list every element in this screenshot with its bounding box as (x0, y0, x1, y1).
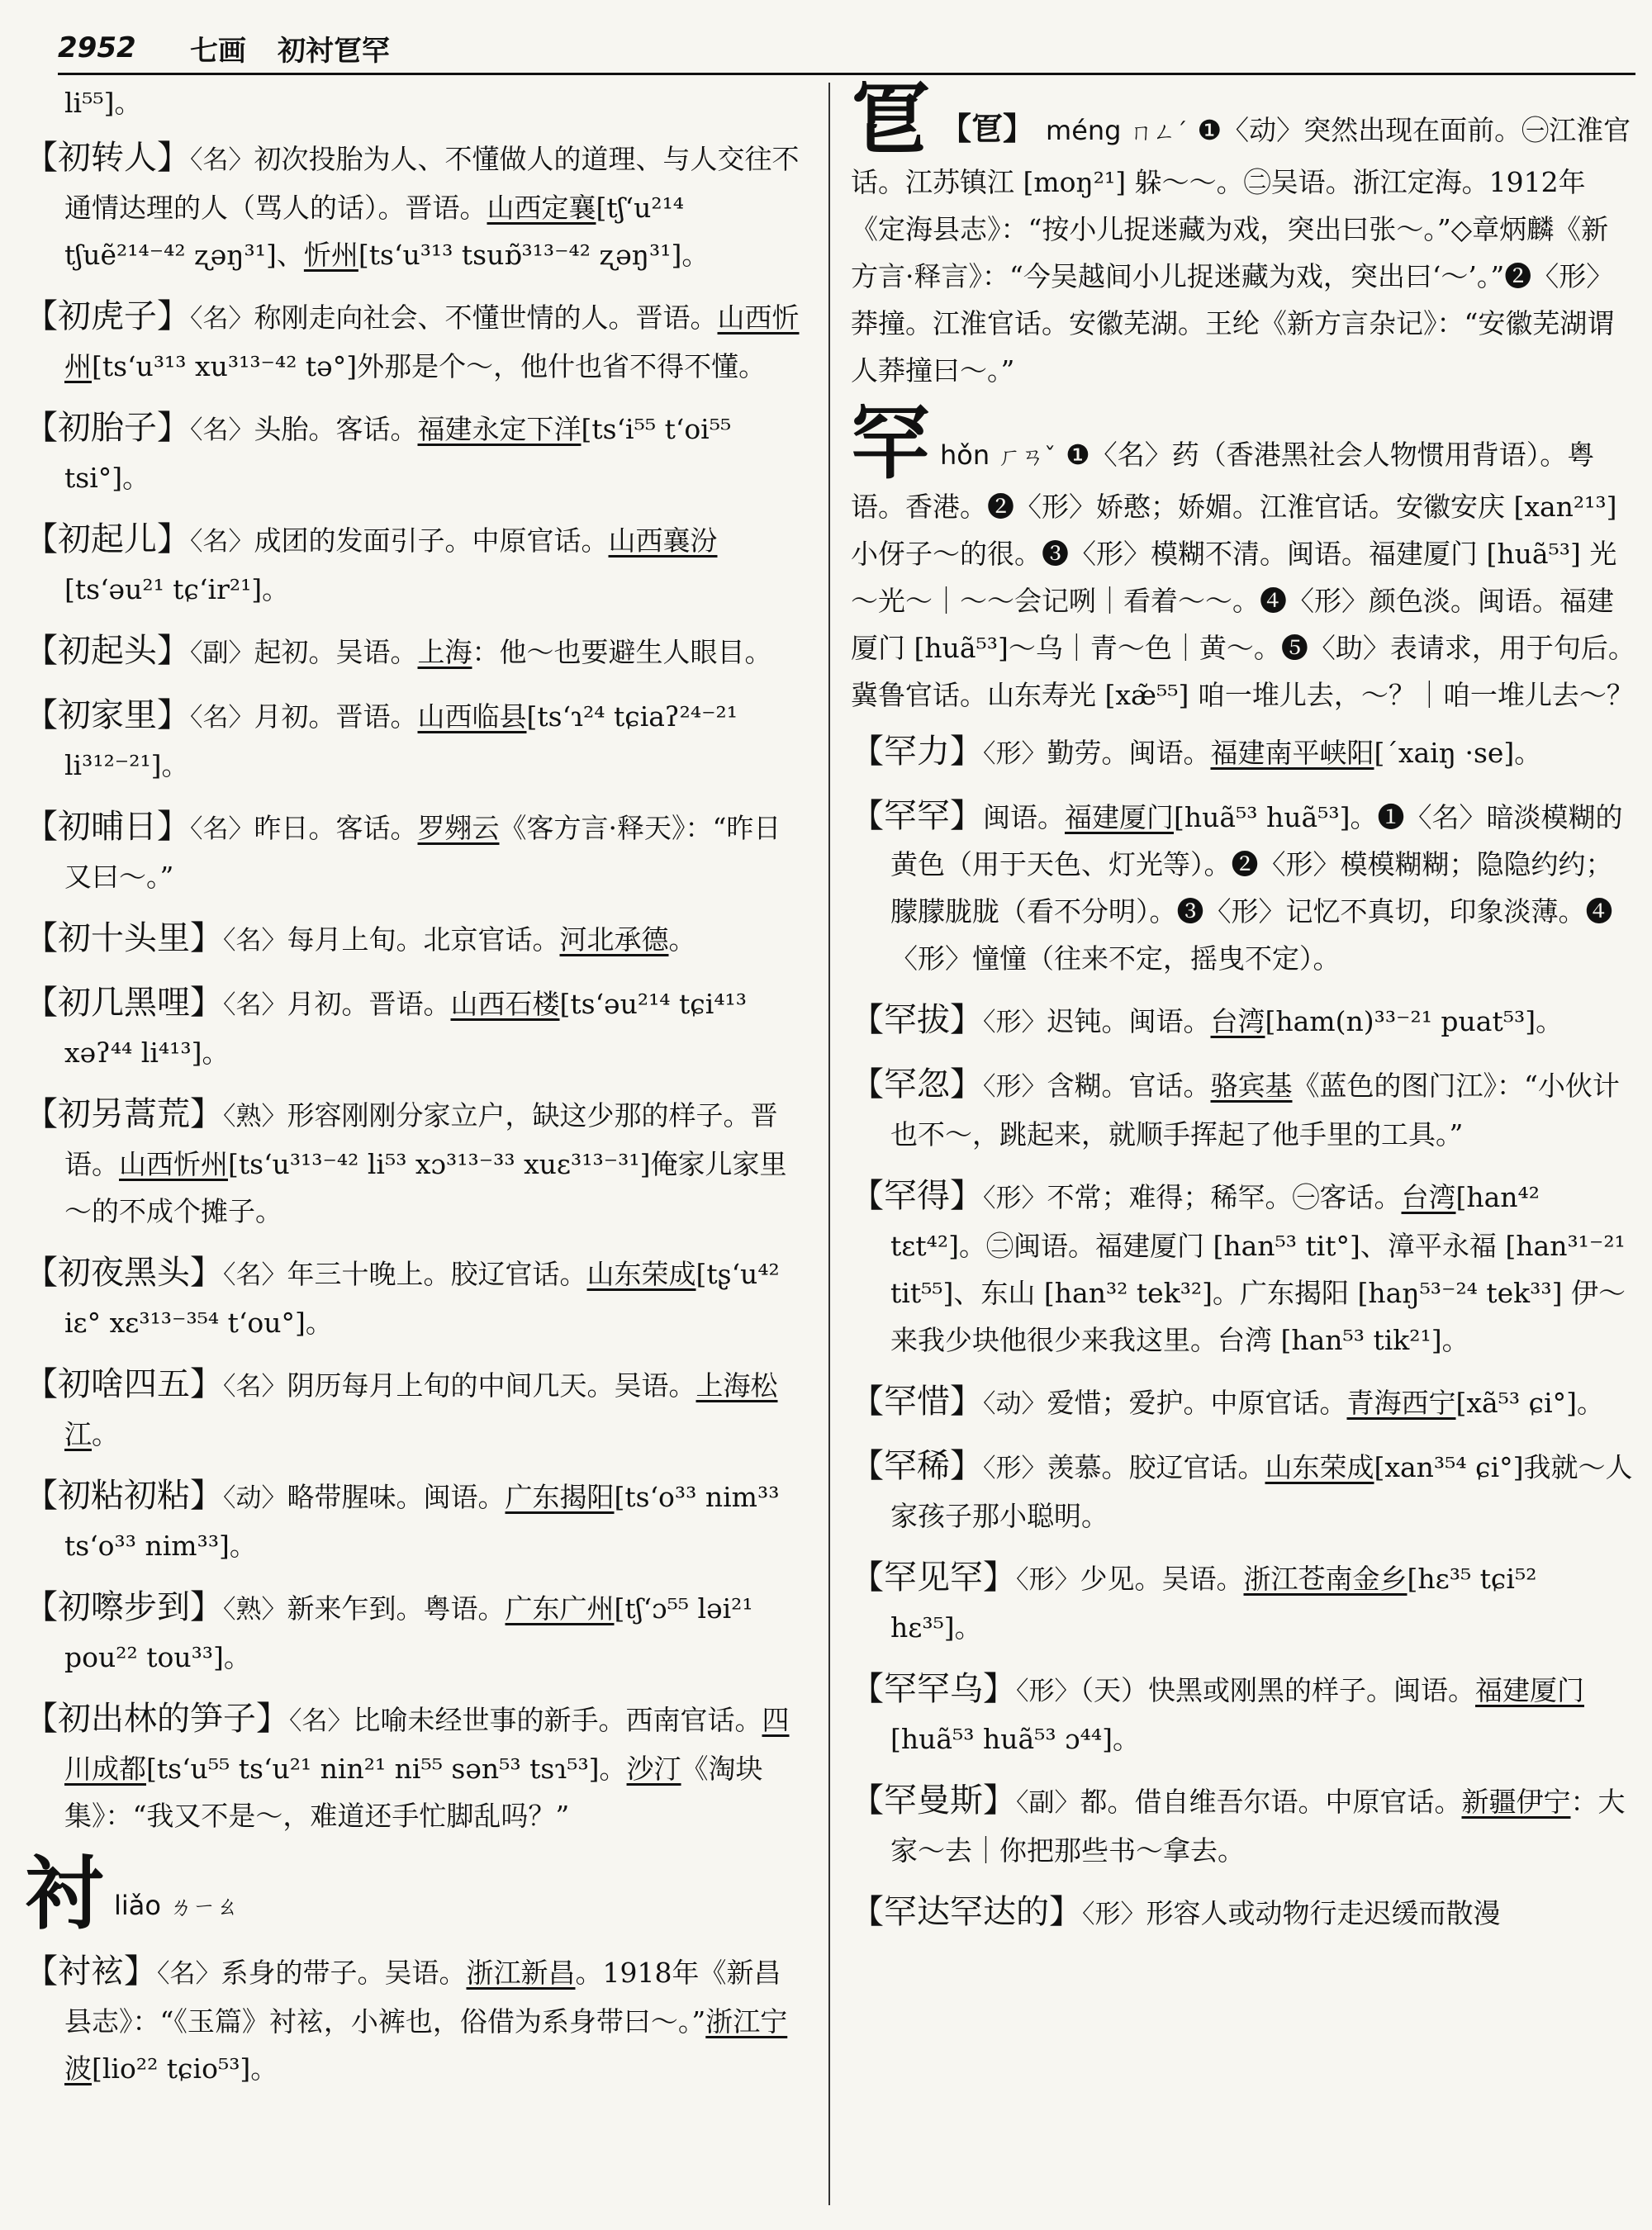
dictionary-entry: 【罕曼斯】〈副〉都。借自维吾尔语。中原官话。新疆伊宁：大家～去｜你把那些书～拿去。 (851, 1782, 1626, 1867)
dictionary-entry: 【罕罕】闽语。福建厦门[huã⁵³ huã⁵³]。❶〈名〉暗淡模糊的黄色（用于天色、灯光等）。❷〈形〉模模糊糊；隐隐约约；朦朦胧胧（看不分明）。❸〈形〉记忆不真切，印象淡薄。❹〈形〉憧憧（往来不定，摇曳不定）。 (851, 797, 1623, 975)
pinyin: hǒn (940, 439, 990, 471)
dictionary-entry: 【罕罕乌】〈形〉（天）快黑或刚黑的样子。闽语。福建厦门[huã⁵³ huã⁵³ ɔ⁴⁴]。 (851, 1670, 1584, 1755)
dictionary-entry: 【罕达罕达的】〈形〉形容人或动物行走迟缓而散漫 (851, 1893, 1501, 1931)
dictionary-entry: 【初啥四五】〈名〉阴历每月上旬的中间几天。吴语。上海松江。 (25, 1365, 778, 1450)
dictionary-entry: 【初十头里】〈名〉每月上旬。北京官话。河北承德。 (25, 919, 696, 957)
char-entry-meng (851, 79, 1635, 394)
pinyin: méng (1046, 115, 1122, 146)
bopomofo: ㄌㄧㄠ (169, 1893, 239, 1920)
dictionary-entry: 【初另蒿荒】〈熟〉形容刚刚分家立户，缺这少那的样子。晋语。山西忻州[tsʻu³¹³⁻⁴² li⁵³ xɔ³¹³⁻³³ xuɛ³¹³⁻³¹]俺家儿家里～的不成个摊子。 (25, 1095, 787, 1227)
dictionary-entry: 【罕力】〈形〉勤劳。闽语。福建南平峡阳[ˊxaiŋ ·se]。 (851, 733, 1542, 771)
bopomofo: ㄇㄥˊ (1129, 118, 1188, 145)
dictionary-entry: 【初起儿】〈名〉成团的发面引子。中原官话。山西襄汾[tsʻəu²¹ tɕʻir²¹]。 (25, 520, 718, 605)
dictionary-entry: 【初几黑哩】〈名〉月初。晋语。山西石楼[tsʻəu²¹⁴ tɕi⁴¹³ xəʔ⁴⁴ li⁴¹³]。 (25, 984, 748, 1069)
page-header (58, 23, 1635, 75)
dictionary-entry: 【罕稀】〈形〉羡慕。胶辽官话。山东荣成[xan³⁵⁴ ɕi°]我就～人家孩子那小聪明。 (851, 1447, 1633, 1532)
headword-char: 罕 (851, 397, 930, 490)
dictionary-entry: 【初夜黑头】〈名〉年三十晚上。胶辽官话。山东荣成[tʂʻu⁴² iɛ° xɛ³¹³⁻³⁵⁴ tʻou°]。 (25, 1254, 780, 1339)
bopomofo: ㄏㄢˇ (998, 443, 1056, 470)
header-chars: 初衬冟罕 (278, 35, 390, 68)
dictionary-entry: 【初嚓步到】〈熟〉新来乍到。粤语。广东广州[tʃʻɔ⁵⁵ ləi²¹ pou²² tou³³]。 (25, 1588, 753, 1673)
stroke-count: 七画 (190, 35, 246, 68)
dictionary-entry: 【初转人】〈名〉初次投胎为人、不懂做人的道理、与人交往不通情达理的人（骂人的话）。晋语。山西定襄[tʃʻu²¹⁴ tʃuẽ²¹⁴⁻⁴² ʐəŋ³¹]、忻州[tsʻu³¹³ tsuɒ̃³¹³⁻⁴² ʐəŋ³¹]。 (25, 139, 800, 271)
dictionary-entry: 【初家里】〈名〉月初。晋语。山西临县[tsʻɿ²⁴ tɕiaʔ²⁴⁻²¹ li³¹²⁻²¹]。 (25, 696, 738, 781)
dictionary-entry: 【初胎子】〈名〉头胎。客话。福建永定下洋[tsʻi⁵⁵ tʻoi⁵⁵ tsi°]。 (25, 409, 732, 494)
pinyin: liǎo (114, 1890, 161, 1921)
dictionary-entry: 【罕拔】〈形〉迟钝。闽语。台湾[ham(n)³³⁻²¹ puat⁵³]。 (851, 1001, 1564, 1039)
char-heading-liao (25, 1848, 801, 1940)
definition: ❶〈名〉药（香港黑社会人物惯用背语）。粤语。香港。❷〈形〉娇憨；娇媚。江淮官话。安徽安庆 [xan²¹³] 小伢子～的很。❸〈形〉模糊不清。闽语。福建厦门 [huã⁵³] 光～光～｜～～会记咧｜看着～～。❹〈形〉颜色淡。闽语。福建厦门 [huã⁵³]～乌｜青～色｜黄～。❺〈助〉表请求，用于句后。冀鲁官话。山东寿光 [xæ̃⁵⁵] 咱一堆儿去，～？｜咱一堆儿去～？ (851, 439, 1635, 711)
dictionary-entry: 【罕惜】〈动〉爱惜；爱护。中原官话。青海西宁[xã⁵³ ɕi°]。 (851, 1383, 1605, 1421)
dictionary-entry: 【罕见罕】〈形〉少见。吴语。浙江苍南金乡[hɛ³⁵ tɕi⁵² hɛ³⁵]。 (851, 1559, 1537, 1644)
page-number: 2952 (58, 31, 136, 64)
dictionary-entry: 【初起头】〈副〉起初。吴语。上海：他～也要避生人眼目。 (25, 632, 772, 670)
left-column (25, 79, 801, 2218)
definition: ❶〈动〉突然出现在面前。㊀江淮官话。江苏镇江 [moŋ²¹] 躲～～。㊁吴语。浙江定海。1912年《定海县志》：“按小儿捉迷藏为戏，突出曰张～。”◇章炳麟《新方言·释言》：“今吴越间小儿捉迷藏为戏，突出曰‘～’。”❷〈形〉莽撞。江淮官话。安徽芜湖。王纶《新方言杂记》：“安徽芜湖谓人莽撞曰～。” (851, 114, 1631, 387)
dictionary-entry: 【衬袨】〈名〉系身的带子。吴语。浙江新昌。1918年《新昌县志》：“《玉篇》衬袨，小裤也，俗借为系身带曰～。”浙江宁波[lio²² tɕio⁵³]。 (25, 1952, 788, 2085)
char-entry-han (851, 397, 1635, 719)
dictionary-entry: 【罕忽】〈形〉含糊。官话。骆宾基《蓝色的图门江》：“小伙计也不～，跳起来，就顺手挥起了他手里的工具。” (851, 1065, 1620, 1151)
right-column (851, 79, 1635, 2218)
traditional-form: 【冟】 (940, 111, 1035, 147)
dictionary-entry: 【初出林的笋子】〈名〉比喻未经世事的新手。西南官话。四川成都[tsʻu⁵⁵ tsʻu²¹ nin²¹ ni⁵⁵ sən⁵³ tsɿ⁵³]。沙汀《淘块集》：“我又不是～，难道还手忙脚乱吗？” (25, 1700, 790, 1832)
dictionary-entry: 【初粘初粘】〈动〉略带腥味。闽语。广东揭阳[tsʻo³³ nim³³ tsʻo³³ nim³³]。 (25, 1477, 780, 1562)
dictionary-entry: 【初晡日】〈名〉昨日。客话。罗翙云《客方言·释天》：“昨日又曰～。” (25, 808, 781, 893)
column-divider (828, 83, 830, 2205)
dictionary-entry: 【罕得】〈形〉不常；难得；稀罕。㊀客话。台湾[han⁴² tɛt⁴²]。㊁闽语。福建厦门 [han⁵³ tit°]、漳平永福 [han³¹⁻²¹ tit⁵⁵]、东山 [han³² tek³²]。广东揭阳 [haŋ⁵³⁻²⁴ tek³³] 伊～来我少块他很少来我这里。台湾 [han⁵³ tik²¹]。 (851, 1177, 1626, 1356)
headword-char: 冟 (851, 79, 930, 165)
section-label (190, 28, 421, 69)
headword-char: 衬 (25, 1848, 104, 1940)
continuation-line: li⁵⁵]。 (64, 87, 142, 119)
dictionary-entry: 【初虎子】〈名〉称刚走向社会、不懂世情的人。晋语。山西忻州[tsʻu³¹³ xu³¹³⁻⁴² tə°]外那是个～，他什也省不得不懂。 (25, 297, 800, 382)
